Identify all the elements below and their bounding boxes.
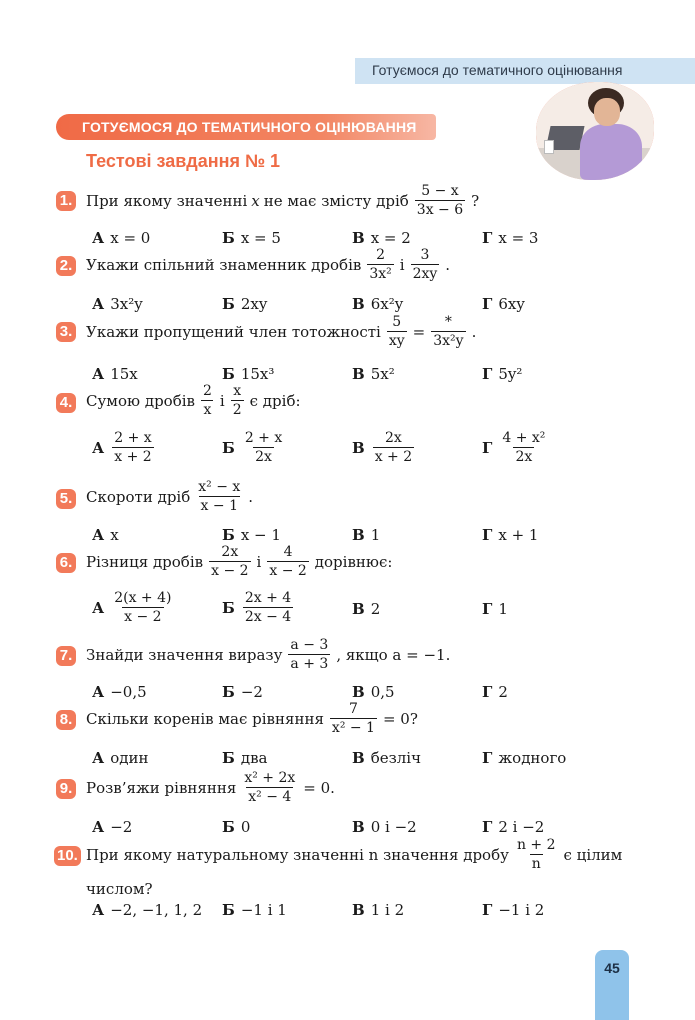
section-subtitle: Тестові завдання № 1 [86,151,281,171]
answer-option[interactable]: Г 6xy [482,295,525,313]
question-text: Розв’яжи рівняння [86,778,237,797]
answer-option[interactable]: Г 2 [482,683,508,701]
question-number: 4. [56,393,76,413]
answer-option[interactable]: Б 15x³ [222,365,275,383]
fraction: $\frac{\text{x² + 2x}}{\text{x² − 4}}$ [244,770,296,805]
question-number: 2. [56,256,76,276]
fraction: $\frac{5 - x}{3x - 6}$ [416,183,464,218]
answer-option[interactable]: А $\frac{2(x + 4)}{x - 2}$ [92,590,172,625]
question-10-continuation: числом? [86,880,153,898]
answer-option[interactable]: А x [92,526,119,544]
question-10: При якому натуральному значенні n значення дробу $\frac{n + 2}{n}$ є цілим [86,837,623,872]
running-header-title: Готуємося до тематичного оцінювання [372,62,623,78]
fraction: $\frac{2}{x}$ [202,383,212,418]
answer-option[interactable]: В безліч [352,749,422,767]
question-number: 1. [56,191,76,211]
answer-option[interactable]: Г 5y² [482,365,523,383]
question-8: Скільки коренів має рівняння $\frac{7}{\text{x² − 1}}$ = 0? [86,701,418,736]
fraction: $\frac{2x}{x - 2}$ [211,544,249,579]
answer-option[interactable]: В $\frac{2x}{x + 2}$ [352,430,413,465]
answer-option[interactable]: А −2 [92,818,133,836]
fraction: $\frac{3}{2xy}$ [412,247,438,282]
question-number: 8. [56,710,76,730]
question-2: Укажи спільний знаменник дробів $\frac{2}{\text{3x²}}$ і $\frac{3}{2xy}$ . [86,247,451,282]
answer-option[interactable]: Б $\frac{2 + x}{2x}$ [222,430,283,465]
question-text: Різниця дробів [86,552,204,571]
answer-option[interactable]: Б $\frac{2x + 4}{2x - 4}$ [222,590,292,625]
answer-option[interactable]: А 3x²y [92,295,143,313]
answer-option[interactable]: Б −2 [222,683,263,701]
question-text: При якому натуральному значенні n значення дробу [86,845,509,864]
answer-option[interactable]: А 15x [92,365,138,383]
answer-option[interactable]: В 1 і 2 [352,901,405,919]
fraction: $\frac{n + 2}{n}$ [516,837,556,872]
question-9: Розв’яжи рівняння $\frac{\text{x² + 2x}}{\text{x² − 4}}$ = 0. [86,770,335,805]
fraction: $\frac{x}{2}$ [232,383,242,418]
section-title: ГОТУЄМОСЯ ДО ТЕМАТИЧНОГО ОЦІНЮВАННЯ [82,119,417,135]
answer-option[interactable]: Б два [222,749,268,767]
answer-option[interactable]: Г −1 і 2 [482,901,545,919]
answer-option[interactable]: А $\frac{2 + x}{x + 2}$ [92,430,152,465]
question-number: 5. [56,489,76,509]
fraction: $\frac{4}{x - 2}$ [269,544,307,579]
question-number: 7. [56,646,76,666]
question-4: Сумою дробів $\frac{2}{x}$ і $\frac{x}{2}$ є дріб: [86,383,301,418]
question-text: Знайди значення виразу [86,645,283,664]
question-text: не має змісту дріб [263,191,409,210]
answer-option[interactable]: Г $\frac{\text{4 + x²}}{2x}$ [482,430,546,465]
question-number: 3. [56,322,76,342]
answer-option[interactable]: В 0,5 [352,683,395,701]
answer-option[interactable]: А −2, −1, 1, 2 [92,901,203,919]
answer-option[interactable]: Б x − 1 [222,526,281,544]
question-number: 6. [56,553,76,573]
question-number: 9. [56,779,76,799]
answer-option[interactable]: В 0 і −2 [352,818,417,836]
fraction: $\frac{*}{\text{3x²y}}$ [433,314,464,349]
answer-option[interactable]: В 5x² [352,365,395,383]
question-variable: x [251,191,260,210]
question-text: Скільки коренів має рівняння [86,709,324,728]
question-text: Укажи пропущений член тотожності [86,322,381,341]
question-text: При якому значенні [86,191,248,210]
answer-option[interactable]: А x = 0 [92,229,151,247]
page-number: 45 [604,960,620,976]
answer-option[interactable]: Г x = 3 [482,229,539,247]
question-6: Різниця дробів $\frac{2x}{x - 2}$ і $\frac{4}{x - 2}$ дорівнює: [86,544,393,579]
fraction: $\frac{a - 3}{a + 3}$ [290,637,329,672]
answer-option[interactable]: В 1 [352,526,381,544]
answer-option[interactable]: Б 0 [222,818,251,836]
fraction: $\frac{5}{xy}$ [388,314,405,349]
answer-option[interactable]: В 2 [352,600,381,618]
question-text: Сумою дробів [86,391,195,410]
question-text: Скороти дріб [86,487,191,506]
answer-option[interactable]: Б 2xy [222,295,268,313]
answer-option[interactable]: А −0,5 [92,683,147,701]
fraction: $\frac{7}{\text{x² − 1}}$ [331,701,375,736]
question-number: 10. [54,846,81,866]
answer-option[interactable]: В x = 2 [352,229,411,247]
answer-option[interactable]: Г жодного [482,749,567,767]
answer-option[interactable]: Г 2 і −2 [482,818,545,836]
question-7: Знайди значення виразу $\frac{a - 3}{a + 3}$ , якщо a = −1. [86,637,451,672]
fraction: $\frac{\text{x² − x}}{x - 1}$ [198,479,241,514]
question-3: Укажи пропущений член тотожності $\frac{5}{xy}$ = $\frac{*}{\text{3x²y}}$ . [86,314,477,349]
question-text: Укажи спільний знаменник дробів [86,255,362,274]
student-photo [536,82,654,180]
answer-option[interactable]: В 6x²y [352,295,404,313]
answer-option[interactable]: А один [92,749,149,767]
fraction: $\frac{2}{\text{3x²}}$ [369,247,392,282]
question-1: При якому значенні x не має змісту дріб $\frac{5 - x}{3x - 6}$ ? [86,183,480,218]
answer-option[interactable]: Г x + 1 [482,526,539,544]
answer-option[interactable]: Б −1 і 1 [222,901,287,919]
answer-option[interactable]: Б x = 5 [222,229,281,247]
answer-option[interactable]: Г 1 [482,600,508,618]
question-5: Скороти дріб $\frac{\text{x² − x}}{x - 1}$ . [86,479,254,514]
